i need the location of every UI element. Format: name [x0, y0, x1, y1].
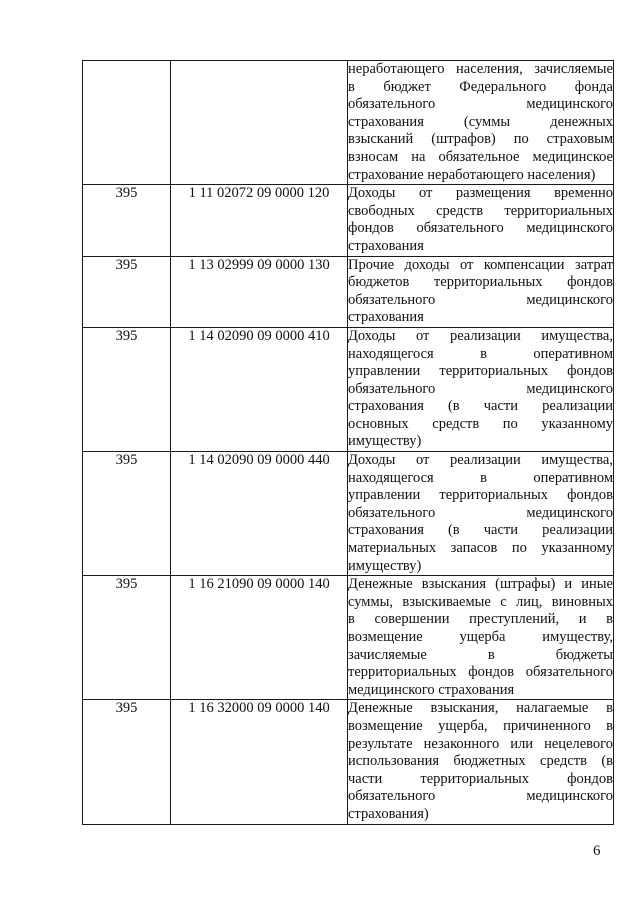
income-name-line: Доходы от реализации имущества,	[348, 452, 613, 469]
income-name-line: фондов обязательного медицинского	[348, 220, 613, 237]
income-name-line: основных средств по указанному	[348, 415, 613, 432]
table-row	[83, 185, 614, 256]
income-name-line: Прочие доходы от компенсации затрат	[348, 256, 613, 273]
income-name-cell	[348, 327, 614, 451]
income-name-line: использования бюджетных средств (в	[348, 753, 613, 770]
admin-code-cell: 395	[83, 185, 171, 256]
table-row	[83, 700, 614, 824]
admin-code-cell: 395	[83, 700, 171, 824]
table-row	[83, 576, 614, 700]
income-name-cell	[348, 185, 614, 256]
table-row	[83, 327, 614, 451]
income-name-line: взносам на обязательное медицинское	[348, 148, 613, 165]
admin-code-cell: 395	[83, 452, 171, 576]
income-name-line: в совершении преступлений, и в	[348, 611, 613, 628]
income-name-line: обязательного медицинского	[348, 96, 613, 113]
admin-code-cell: 395	[83, 256, 171, 327]
income-name-line: находящегося в оперативном	[348, 345, 613, 362]
income-name-line: обязательного медицинского	[348, 788, 613, 805]
income-name-line: Денежные взыскания, налагаемые в	[348, 700, 613, 717]
income-name-line: находящегося в оперативном	[348, 469, 613, 486]
budget-classification-code-cell	[171, 61, 348, 185]
page-number: 6	[593, 843, 601, 859]
budget-classification-code-cell: 1 16 21090 09 0000 140	[171, 576, 348, 700]
income-name-line: части территориальных фондов	[348, 770, 613, 787]
income-name-line: зачисляемые в бюджеты	[348, 646, 613, 663]
income-name-line: страхования (в части реализации	[348, 398, 613, 415]
income-name-line: имуществу)	[348, 557, 422, 574]
income-name-line: медицинского страхования	[348, 681, 515, 698]
income-name-line: результате незаконного или нецелевого	[348, 735, 613, 752]
table-row	[83, 61, 614, 185]
income-name-line: обязательного медицинского	[348, 291, 613, 308]
income-name-line: обязательного медицинского	[348, 504, 613, 521]
income-name-line: страхования)	[348, 805, 429, 822]
income-name-line: имуществу)	[348, 433, 422, 450]
income-name-line: страхования	[348, 309, 424, 326]
income-name-line: территориальных фондов обязательного	[348, 664, 613, 681]
income-name-line: страхования (суммы денежных	[348, 113, 613, 130]
income-name-line: возмещение ущерба, причиненного в	[348, 717, 613, 734]
income-name-cell	[348, 61, 614, 185]
income-name-cell	[348, 452, 614, 576]
budget-classification-code-cell: 1 11 02072 09 0000 120	[171, 185, 348, 256]
budget-classification-code-cell: 1 14 02090 09 0000 440	[171, 452, 348, 576]
income-name-line: в бюджет Федерального фонда	[348, 78, 613, 95]
admin-code-cell	[83, 61, 171, 185]
income-name-cell	[348, 576, 614, 700]
income-name-line: страхование неработающего населения)	[348, 166, 596, 183]
income-name-line: суммы, взыскиваемые с лиц, виновных	[348, 593, 613, 610]
income-name-line: неработающего населения, зачисляемые	[348, 61, 613, 77]
income-name-line: взысканий (штрафов) по страховым	[348, 131, 613, 148]
income-name-line: Доходы от реализации имущества,	[348, 327, 613, 344]
income-name-line: свободных средств территориальных	[348, 202, 613, 219]
income-name-cell	[348, 256, 614, 327]
income-name-line: Денежные взыскания (штрафы) и иные	[348, 576, 613, 593]
income-name-line: страхования (в части реализации	[348, 522, 613, 539]
admin-code-cell: 395	[83, 576, 171, 700]
income-name-line: возмещение ущерба имуществу,	[348, 629, 613, 645]
table-body	[83, 61, 614, 825]
budget-codes-table	[82, 60, 614, 825]
income-name-cell	[348, 700, 614, 824]
income-name-line: страхования	[348, 237, 424, 254]
budget-classification-code-cell: 1 16 32000 09 0000 140	[171, 700, 348, 824]
budget-classification-code-cell: 1 14 02090 09 0000 410	[171, 327, 348, 451]
table-row	[83, 256, 614, 327]
income-name-line: материальных запасов по указанному	[348, 540, 613, 557]
income-name-line: управлении территориальных фондов	[348, 363, 613, 380]
admin-code-cell: 395	[83, 327, 171, 451]
table-row	[83, 452, 614, 576]
income-name-line: бюджетов территориальных фондов	[348, 274, 613, 291]
income-name-line: Доходы от размещения временно	[348, 185, 613, 202]
budget-classification-code-cell: 1 13 02999 09 0000 130	[171, 256, 348, 327]
income-name-line: управлении территориальных фондов	[348, 487, 613, 504]
income-name-line: обязательного медицинского	[348, 380, 613, 397]
